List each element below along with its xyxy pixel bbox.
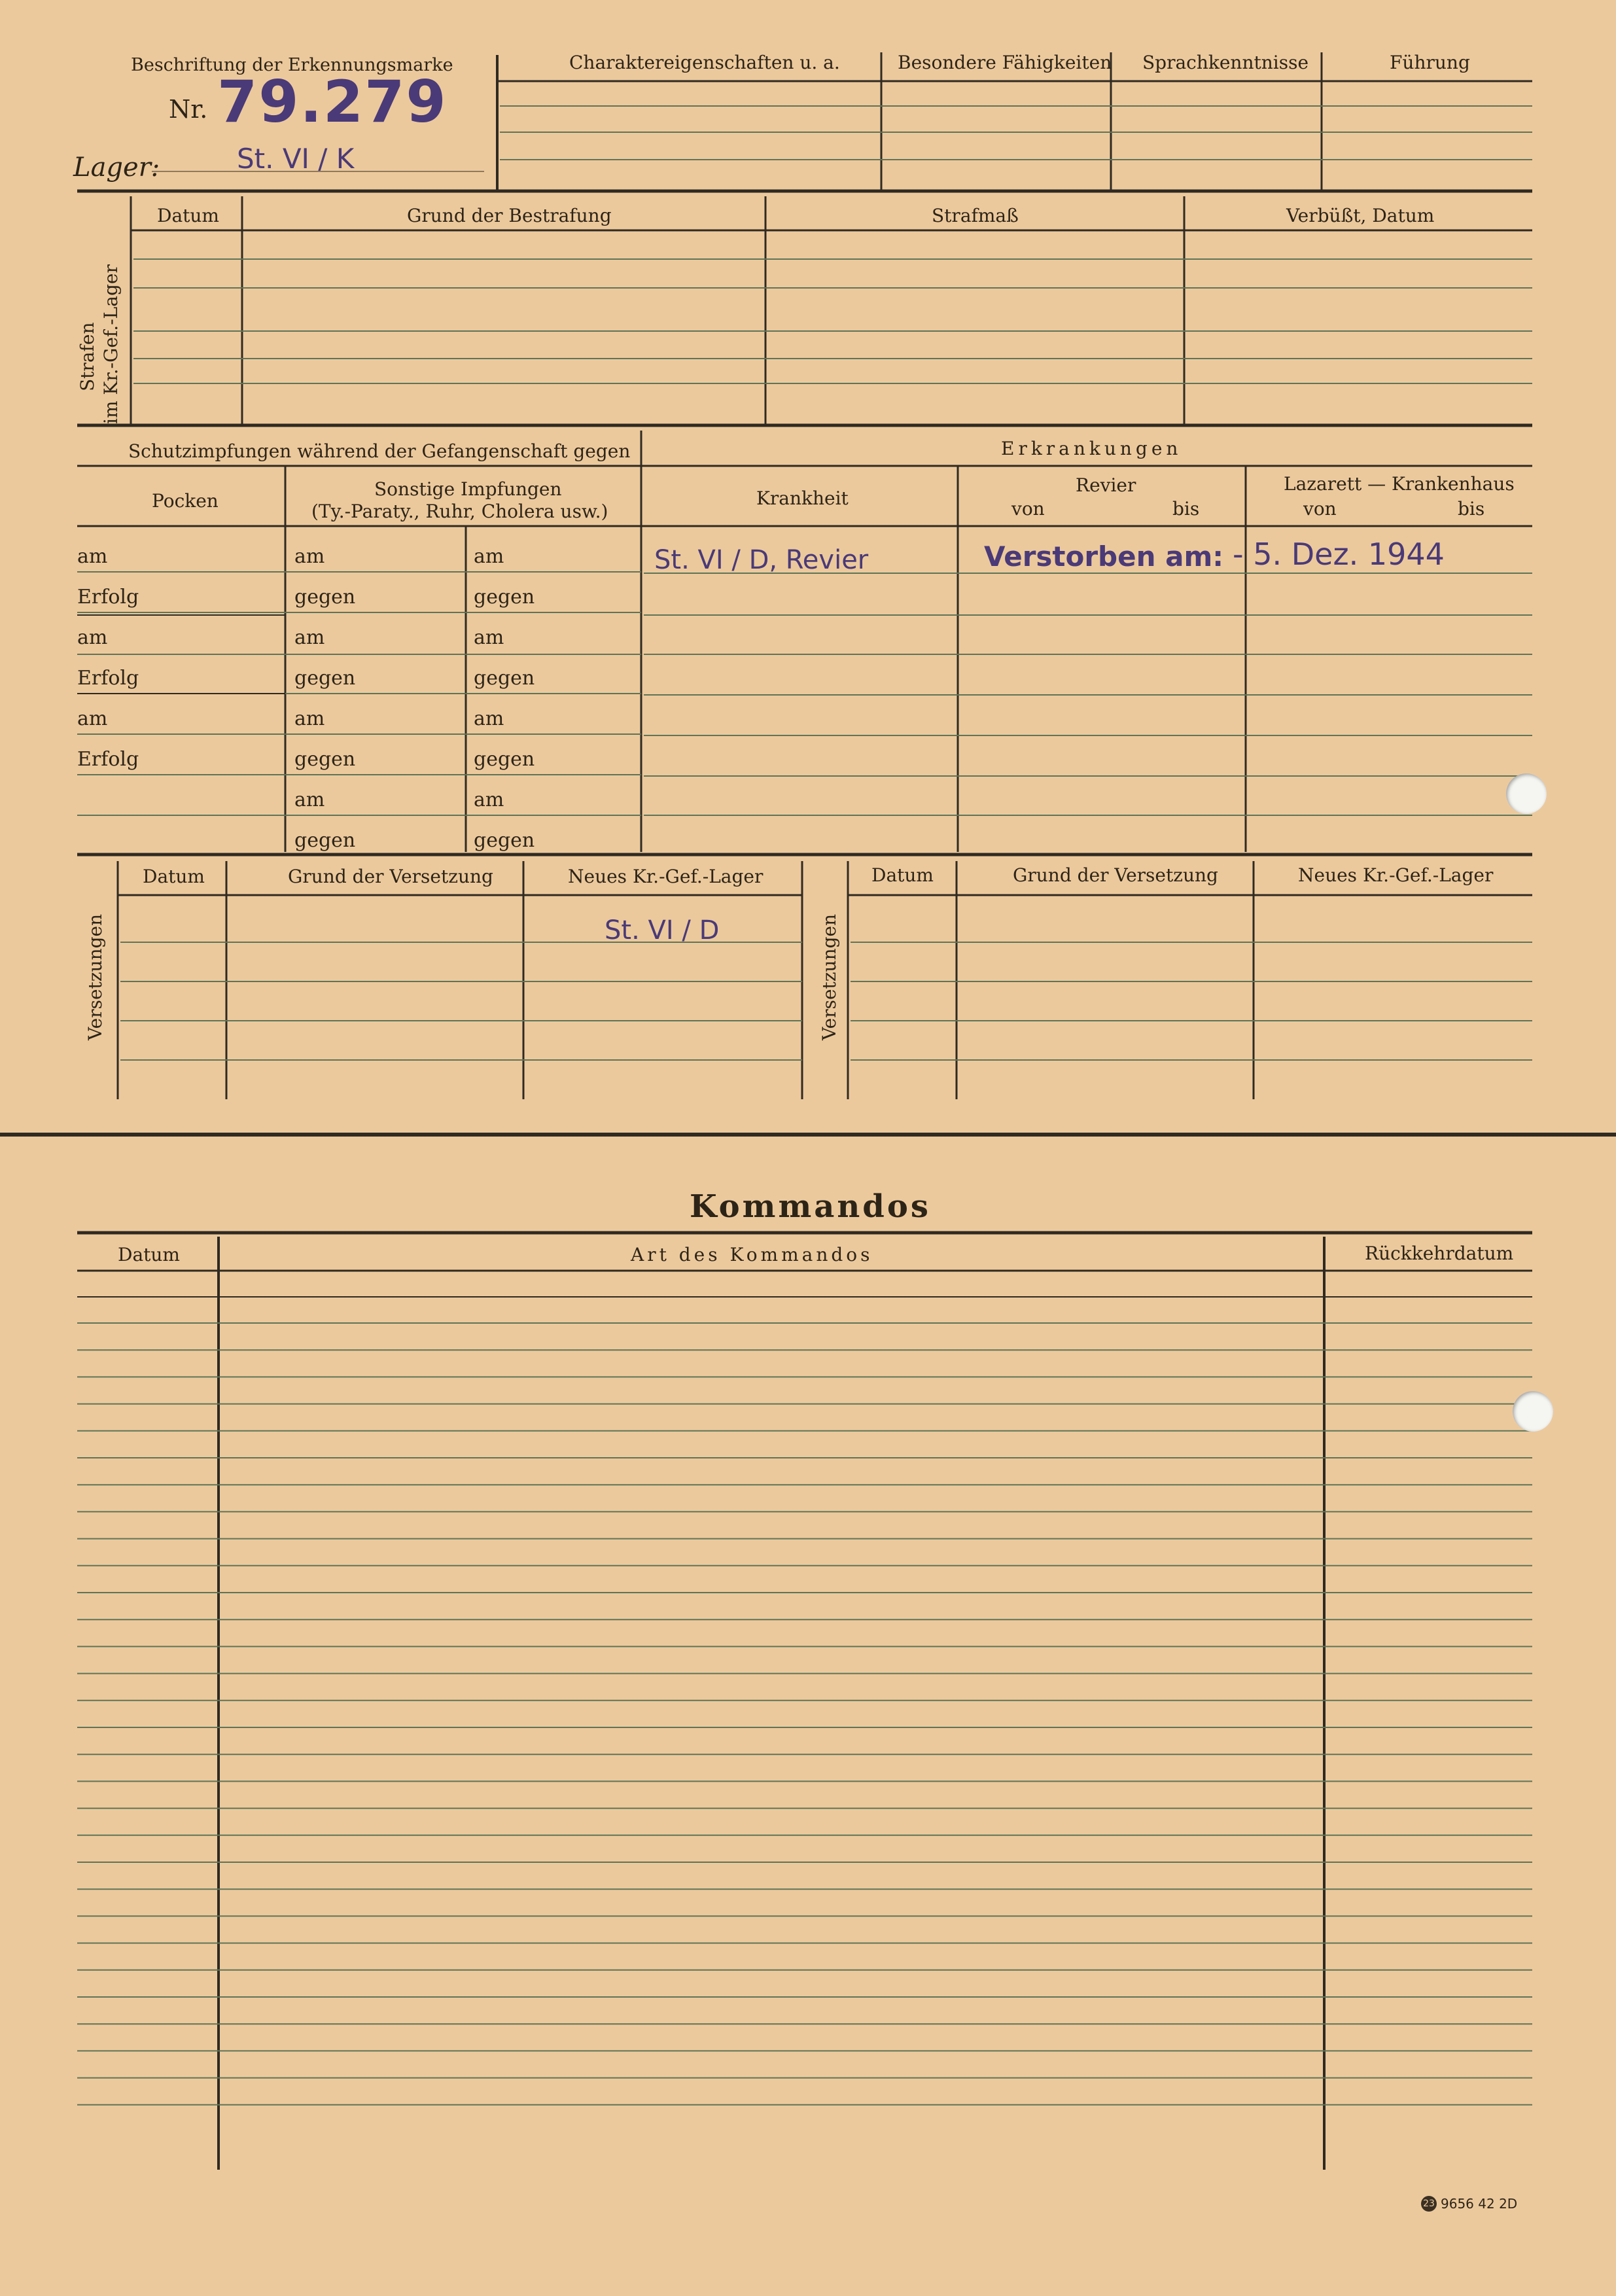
hdr-sonstige: Sonstige Impfungen [374, 478, 562, 500]
hdr-faehigkeiten: Besondere Fähigkeiten [898, 52, 1112, 73]
sonst-a-am-2: am [294, 626, 325, 649]
hdr-revier-bis: bis [1172, 498, 1200, 520]
hdr-krankheit: Krankheit [756, 487, 849, 509]
vers-l-lager: Neues Kr.-Gef.-Lager [568, 866, 764, 887]
vers-r-lager: Neues Kr.-Gef.-Lager [1298, 864, 1494, 886]
hdr-grund-bestrafung: Grund der Bestrafung [407, 205, 612, 226]
sonst-b-am-4: am [474, 788, 504, 811]
komm-hdr-art: Art des Kommandos [631, 1244, 873, 1265]
sonst-b-gegen-4: gegen [474, 829, 535, 852]
ident-title: Beschriftung der Erkennungsmarke [131, 55, 453, 75]
hdr-sprachkenntnisse: Sprachkenntnisse [1142, 52, 1309, 73]
vers-l-grund: Grund der Versetzung [288, 866, 493, 887]
komm-hdr-rueckkehr: Rückkehrdatum [1365, 1243, 1514, 1264]
versetzung-entry: St. VI / D [605, 915, 720, 945]
death-date: - 5. Dez. 1944 [1233, 537, 1445, 572]
punch-hole [1506, 773, 1547, 814]
hdr-charakter: Charaktereigenschaften u. a. [569, 52, 840, 73]
hdr-strafmass: Strafmaß [932, 205, 1019, 226]
strafen-label-2: im Kr.-Gef.-Lager [100, 264, 122, 424]
pocken-erfolg-2: Erfolg [77, 667, 139, 690]
pocken-erfolg-1: Erfolg [77, 586, 139, 609]
strafen-label: Strafen [77, 322, 98, 391]
krankheit-entry: St. VI / D, Revier [654, 545, 869, 575]
sonst-b-am-3: am [474, 707, 504, 730]
sonst-b-am-2: am [474, 626, 504, 649]
hdr-lazarett: Lazarett — Krankenhaus [1284, 473, 1515, 495]
sonst-b-am-1: am [474, 545, 504, 568]
vers-l-datum: Datum [143, 866, 205, 887]
pocken-am-2: am [77, 626, 108, 649]
verstorben-stamp: Verstorben am: [984, 540, 1224, 573]
vers-r-grund: Grund der Versetzung [1013, 864, 1218, 886]
komm-hdr-datum: Datum [118, 1244, 180, 1265]
hdr-sonstige-sub: (Ty.-Paraty., Ruhr, Cholera usw.) [311, 501, 608, 522]
sonst-a-gegen-1: gegen [294, 586, 356, 609]
impfungen-title: Schutzimpfungen während der Gefangenschaft gegen [128, 440, 631, 462]
sonst-a-gegen-2: gegen [294, 667, 356, 690]
punch-hole [1513, 1391, 1553, 1432]
sonst-b-gegen-2: gegen [474, 667, 535, 690]
versetzungen-label-right: Versetzungen [818, 913, 840, 1040]
sonst-b-gegen-3: gegen [474, 748, 535, 771]
sonst-a-am-4: am [294, 788, 325, 811]
hdr-revier-von: von [1011, 498, 1045, 520]
nr-value: 79.279 [217, 68, 448, 135]
hdr-strafen-datum: Datum [157, 205, 219, 226]
hdr-revier: Revier [1076, 474, 1136, 496]
erkrankungen-title: Erkrankungen [1001, 438, 1182, 459]
sonst-a-gegen-3: gegen [294, 748, 356, 771]
lager-value: St. VI / K [237, 143, 355, 175]
sonst-a-gegen-4: gegen [294, 829, 356, 852]
nr-label: Nr. [169, 95, 208, 124]
hdr-verbuesst: Verbüßt, Datum [1286, 205, 1435, 226]
kommandos-title: Kommandos [690, 1188, 931, 1225]
pocken-erfolg-3: Erfolg [77, 748, 139, 771]
lager-label: Lager: [73, 152, 160, 183]
print-badge: 23 [1421, 2196, 1437, 2212]
hdr-pocken: Pocken [152, 490, 219, 512]
hdr-fuehrung: Führung [1390, 52, 1470, 73]
vers-r-datum: Datum [871, 864, 934, 886]
pocken-am-3: am [77, 707, 108, 730]
sonst-a-am-3: am [294, 707, 325, 730]
sonst-b-gegen-1: gegen [474, 586, 535, 609]
sonst-a-am-1: am [294, 545, 325, 568]
hdr-lazarett-bis: bis [1458, 498, 1485, 520]
print-code: 9656 42 2D [1441, 2196, 1518, 2212]
pocken-am-1: am [77, 545, 108, 568]
hdr-lazarett-von: von [1303, 498, 1337, 520]
versetzungen-label-left: Versetzungen [84, 913, 106, 1040]
